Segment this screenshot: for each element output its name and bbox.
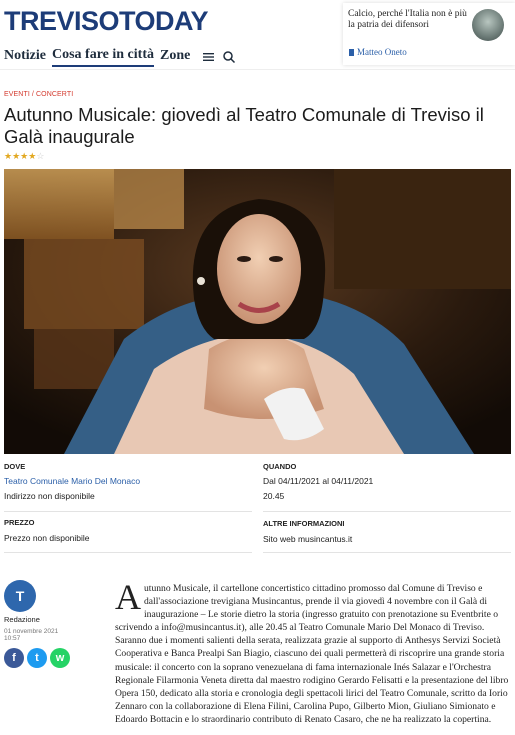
- altre-info-label: ALTRE INFORMAZIONI: [263, 519, 345, 528]
- divider: [4, 511, 252, 512]
- publish-date: 01 novembre 2021 10:57: [4, 628, 59, 642]
- search-icon[interactable]: [222, 50, 236, 64]
- article-text: utunno Musicale, il cartellone concertistico cittadino promosso dal Comune di Treviso e dall'associazione trevigiana Musincantus, prende il via giovedì 4 novembre con il Galà di inaugurazione – Le storie dietro la storia (ingresso gratuito con prenotazione su Eventbrite o scrivendo a info@musincantus.it), alle 20.45 al Teatro Comunale Mario Del Monaco di Treviso. Saranno due i momenti salienti della serata, realizzata grazie al supporto di Anthesys Servizi Società Cooperativa e Banca Prealpi San Biagio, ciascuno dei quali permetterà di riscoprire una grande storia musicale: il concerto con la soprano venezuelana di fama internazionale Inés Salazar e l'Orchestra Regionale Filarmonia Veneta diretta dal maestro rodigino Gerardo Felisatti e la presentazione del libro Opera 150, dedicato alla storia e cronologia degli spettacoli lirici del Teatro Comunale, scritto da Iorio Zennaro con la collaborazione di Elena Filini, Carolina Pupo, Gilberto Mion, Giuliano Simionato e Edoardo Bottacin e lo straordinario contributo di Renato Casaro, che ne ha realizzato la copertina.: [115, 583, 509, 725]
- event-time: 20.45: [263, 491, 285, 501]
- divider: [4, 552, 252, 553]
- star-icon: ★: [4, 151, 13, 161]
- hero-image: [4, 169, 511, 454]
- promo-thumbnail: [472, 9, 504, 41]
- dropcap: A: [115, 577, 141, 617]
- prezzo-label: PREZZO: [4, 518, 35, 527]
- main-nav: [4, 46, 236, 68]
- logo-text-treviso: TREVISO: [4, 6, 120, 36]
- star-icon: ★: [12, 151, 21, 161]
- promo-card[interactable]: [343, 3, 515, 65]
- star-empty-icon: ☆: [36, 151, 45, 161]
- promo-author: [349, 47, 407, 57]
- article-body: [115, 577, 511, 726]
- menu-icon[interactable]: [202, 50, 216, 64]
- site-logo[interactable]: [4, 6, 208, 36]
- promo-title: Calcio, perché l'Italia non è più la patria dei difensori: [348, 9, 467, 30]
- logo-text-today: TODAY: [119, 6, 209, 36]
- opinion-icon: [349, 49, 354, 56]
- event-dates: Dal 04/11/2021 al 04/11/2021: [263, 476, 374, 486]
- soprano-photo: [4, 169, 511, 454]
- star-icon: ★: [20, 151, 29, 161]
- website-link[interactable]: Sito web musincantus.it: [263, 534, 353, 544]
- site-header: [0, 0, 515, 70]
- divider: [263, 552, 511, 553]
- breadcrumb[interactable]: EVENTI / CONCERTI: [4, 91, 74, 98]
- author-box: [4, 580, 74, 668]
- quando-label: QUANDO: [263, 462, 297, 471]
- nav-zone[interactable]: Zone: [159, 48, 191, 63]
- promo-author-name: Matteo Oneto: [357, 47, 407, 57]
- price-value: Prezzo non disponibile: [4, 533, 90, 543]
- author-name[interactable]: Redazione: [4, 615, 40, 624]
- rating-stars: [4, 151, 44, 162]
- venue-link[interactable]: Teatro Comunale Mario Del Monaco: [4, 476, 141, 486]
- nav-notizie[interactable]: Notizie: [4, 48, 46, 63]
- star-icon: ★: [28, 151, 37, 161]
- divider: [263, 511, 511, 512]
- share-buttons: [4, 648, 74, 668]
- avatar-initials: T: [15, 588, 25, 604]
- venue-address: Indirizzo non disponibile: [4, 491, 95, 501]
- whatsapp-icon[interactable]: w: [50, 648, 70, 668]
- facebook-icon[interactable]: f: [4, 648, 24, 668]
- nav-cosa-fare[interactable]: Cosa fare in città: [52, 47, 154, 67]
- dove-label: DOVE: [4, 462, 26, 471]
- page-title: Autunno Musicale: giovedì al Teatro Comunale di Treviso il Galà inaugurale: [4, 104, 484, 147]
- avatar[interactable]: [4, 580, 36, 612]
- twitter-icon[interactable]: t: [27, 648, 47, 668]
